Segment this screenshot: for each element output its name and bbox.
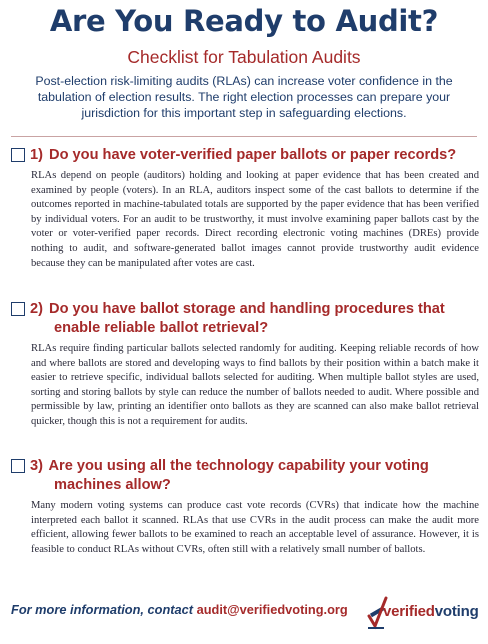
question-2-text-line2: enable reliable ballot retrieval? xyxy=(54,320,269,336)
question-1-body: RLAs depend on people (auditors) holding and looking at paper evidence that has been created and examined by people (voters). In an RLA, auditors inspect some of the cast ballots to determine if the outcomes reported in machine-tabulated totals are supported by the paper evidence that has been verified by individual voters. For an audit to be trustworthy, it must involve examining paper ballots cast by the voter or voter-verified paper records. Direct recording electronic voting machines (DREs) provide nothing to audit, and software-generated ballot images cannot provide trustworthy audit evidence because they can be manipulated after votes are cast. xyxy=(31,170,479,269)
footer-contact xyxy=(11,602,348,617)
question-2-heading xyxy=(30,300,445,338)
question-3-body: Many modern voting systems can produce cast vote records (CVRs) that indicate how the machine interpreted each ballot it scanned. RLAs that use CVRs in the audit process can make the audit more efficient, allowing fewer ballots to be examined to reach an acceptable level of assurance. However, it is feasible to conduct RLAs without CVRs, often still with a relatively small number of ballots. xyxy=(31,500,479,555)
question-2-number: 2) xyxy=(30,301,43,317)
question-2-body: RLAs require finding particular ballots selected randomly for auditing. Keeping reliable records of how and where ballots are stored and developing ways to find ballots by their position within a batch make it easier to retrieve specific, individual ballots selected for auditing. When multiple ballot styles are used, sorting and storing ballots by style can reduce the number of ballots needed to audit. Where possible and permissible by law, printing an identifier onto ballots as they are scanned can also make ballot retrieval quicker, though this is not a requirement for audits. xyxy=(31,343,479,427)
footer-email-link[interactable]: audit@verifiedvoting.org xyxy=(196,602,348,617)
question-1-number: 1) xyxy=(30,147,43,163)
question-2-checkbox[interactable] xyxy=(11,302,25,316)
logo-v: v xyxy=(383,603,392,620)
question-2-section xyxy=(11,300,479,430)
logo-voting: voting xyxy=(434,603,479,620)
question-1-section xyxy=(11,146,479,271)
question-1-heading xyxy=(30,146,456,165)
logo-wordmark xyxy=(383,603,479,620)
question-1-checkbox[interactable] xyxy=(11,148,25,162)
question-3-number: 3) xyxy=(30,458,43,474)
question-3-checkbox[interactable] xyxy=(11,459,25,473)
question-3-section xyxy=(11,457,479,557)
footer-lead-text: For more information, contact xyxy=(11,602,194,617)
question-1-text: Do you have voter-verified paper ballots or paper records? xyxy=(49,147,457,163)
question-3-text-line2: machines allow? xyxy=(54,477,171,493)
intro-paragraph: Post-election risk-limiting audits (RLAs) can increase voter confidence in the tabulation of election results. The right election processes can prepare your jurisdiction for this important step in safeguarding elections. xyxy=(35,74,453,120)
verifiedvoting-logo[interactable] xyxy=(366,592,482,632)
question-3-heading xyxy=(30,457,429,495)
question-2-text-line1: Do you have ballot storage and handling procedures that xyxy=(49,301,445,317)
divider xyxy=(11,136,477,137)
page-title: Are You Ready to Audit? xyxy=(49,4,439,38)
page-subtitle: Checklist for Tabulation Audits xyxy=(127,47,361,67)
question-3-text-line1: Are you using all the technology capability your voting xyxy=(48,458,429,474)
logo-erified: erified xyxy=(391,603,435,620)
